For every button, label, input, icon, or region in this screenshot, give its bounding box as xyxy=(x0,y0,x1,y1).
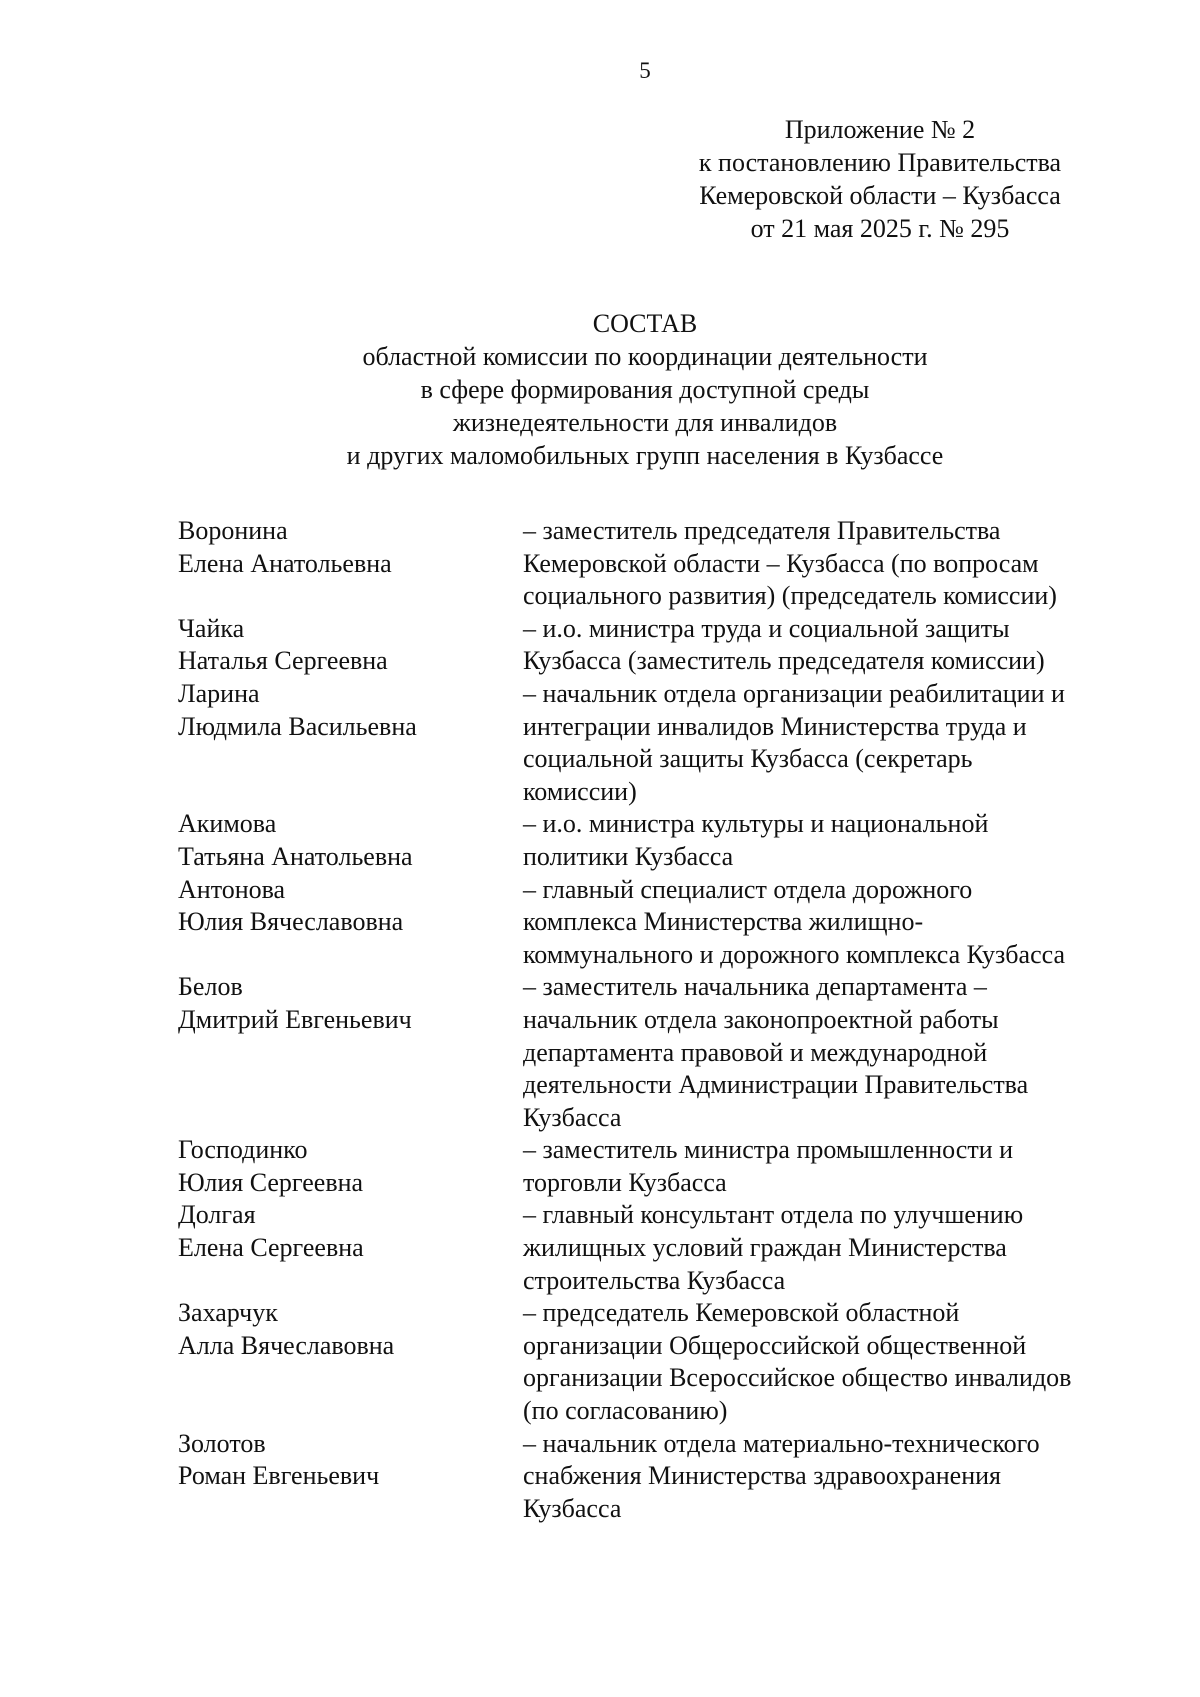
title-line: и других маломобильных групп населения в Кузбассе xyxy=(346,441,944,470)
member-surname: Воронина xyxy=(178,516,288,545)
member-given-names: Роман Евгеньевич xyxy=(178,1461,380,1491)
member-role xyxy=(523,613,1138,678)
member-given-names: Юлия Вячеславовна xyxy=(178,907,404,937)
member-given-names: Наталья Сергеевна xyxy=(178,646,388,676)
member-role-line: социального развития) (председатель комиссии) xyxy=(523,581,1057,611)
member-role-line: жилищных условий граждан Министерства xyxy=(523,1233,1007,1263)
member-role-line: – и.о. министра культуры и национальной xyxy=(523,809,989,839)
member-role xyxy=(523,1134,1138,1199)
member-surname: Чайка xyxy=(178,613,245,643)
member-role-line: снабжения Министерства здравоохранения xyxy=(523,1461,1002,1491)
member-role xyxy=(523,971,1138,1134)
member-role-line: – председатель Кемеровской областной xyxy=(523,1298,960,1328)
member-name xyxy=(178,874,523,939)
member-role xyxy=(523,1428,1138,1526)
member-surname: Долгая xyxy=(178,1200,256,1230)
member-name xyxy=(178,808,523,873)
appendix-line: к постановлению Правительства xyxy=(698,148,1062,177)
member-role xyxy=(523,515,1138,613)
member-role xyxy=(523,678,1138,808)
member-role-line: – начальник отдела организации реабилитации и xyxy=(523,678,1065,708)
member-role-line: Кузбасса (заместитель председателя комиссии) xyxy=(523,646,1045,676)
member-role-line: – заместитель председателя Правительства xyxy=(523,516,1001,545)
members-list xyxy=(178,515,1138,1525)
member-role-line: департамента правовой и международной xyxy=(523,1037,988,1067)
member-surname: Господинко xyxy=(178,1135,308,1165)
member-entry xyxy=(178,808,1138,873)
member-role xyxy=(523,874,1138,972)
member-name xyxy=(178,678,523,743)
member-role xyxy=(523,808,1138,873)
member-surname: Антонова xyxy=(178,874,286,904)
member-role-line: организации Всероссийское общество инвалидов xyxy=(523,1363,1072,1393)
member-role-line: – начальник отдела материально-технического xyxy=(523,1428,1040,1458)
member-name xyxy=(178,1428,523,1493)
member-role-line: Кузбасса xyxy=(523,1493,622,1523)
member-role-line: начальник отдела законопроектной работы xyxy=(523,1004,999,1034)
member-entry xyxy=(178,515,1138,613)
appendix-reference xyxy=(630,113,1130,245)
member-given-names: Юлия Сергеевна xyxy=(178,1167,364,1197)
member-entry xyxy=(178,874,1138,972)
member-entry xyxy=(178,678,1138,808)
member-given-names: Людмила Васильевна xyxy=(178,711,417,741)
member-surname: Золотов xyxy=(178,1428,266,1458)
member-entry xyxy=(178,1297,1138,1427)
member-role-line: – заместитель начальника департамента – xyxy=(523,972,987,1002)
member-role xyxy=(523,1199,1138,1297)
member-role-line: организации Общероссийской общественной xyxy=(523,1330,1027,1360)
member-role-line: торговли Кузбасса xyxy=(523,1167,727,1197)
page-number: 5 xyxy=(639,58,651,83)
appendix-line: от 21 мая 2025 г. № 295 xyxy=(750,214,1010,243)
title-heading: СОСТАВ xyxy=(592,309,698,338)
member-role-line: политики Кузбасса xyxy=(523,841,734,871)
member-role-line: деятельности Администрации Правительства xyxy=(523,1070,1029,1100)
member-role-line: Кемеровской области – Кузбасса (по вопросам xyxy=(523,548,1039,578)
document-title xyxy=(0,307,1200,472)
member-name xyxy=(178,1199,523,1264)
member-surname: Белов xyxy=(178,972,243,1002)
member-name xyxy=(178,1297,523,1362)
member-given-names: Татьяна Анатольевна xyxy=(178,841,413,871)
member-role-line: – главный специалист отдела дорожного xyxy=(523,874,973,904)
member-name xyxy=(178,971,523,1036)
member-given-names: Алла Вячеславовна xyxy=(178,1330,395,1360)
member-role-line: коммунального и дорожного комплекса Кузбасса xyxy=(523,939,1066,969)
member-role-line: комиссии) xyxy=(523,776,637,806)
member-name xyxy=(178,613,523,678)
member-surname: Акимова xyxy=(178,809,277,839)
member-role-line: интеграции инвалидов Министерства труда и xyxy=(523,711,1027,741)
member-entry xyxy=(178,613,1138,678)
member-entry xyxy=(178,1199,1138,1297)
member-entry xyxy=(178,1428,1138,1526)
member-entry xyxy=(178,971,1138,1134)
appendix-line: Кемеровской области – Кузбасса xyxy=(699,181,1061,210)
member-given-names: Дмитрий Евгеньевич xyxy=(178,1004,412,1034)
member-role-line: (по согласованию) xyxy=(523,1396,728,1426)
member-role-line: – главный консультант отдела по улучшению xyxy=(523,1200,1024,1230)
member-role-line: комплекса Министерства жилищно- xyxy=(523,907,924,937)
member-role-line: строительства Кузбасса xyxy=(523,1265,786,1295)
member-given-names: Елена Сергеевна xyxy=(178,1233,364,1263)
title-line: в сфере формирования доступной среды xyxy=(420,375,870,404)
title-line: областной комиссии по координации деятельности xyxy=(362,342,928,371)
member-role-line: – и.о. министра труда и социальной защиты xyxy=(523,613,1010,643)
member-name xyxy=(178,515,523,580)
member-role-line: социальной защиты Кузбасса (секретарь xyxy=(523,744,973,774)
title-line: жизнедеятельности для инвалидов xyxy=(452,408,838,437)
member-given-names: Елена Анатольевна xyxy=(178,548,392,578)
member-role-line: Кузбасса xyxy=(523,1102,622,1132)
member-role xyxy=(523,1297,1138,1427)
member-entry xyxy=(178,1134,1138,1199)
member-role-line: – заместитель министра промышленности и xyxy=(523,1135,1014,1165)
member-surname: Ларина xyxy=(178,678,260,708)
appendix-line: Приложение № 2 xyxy=(784,115,976,144)
member-surname: Захарчук xyxy=(178,1298,278,1328)
member-name xyxy=(178,1134,523,1199)
